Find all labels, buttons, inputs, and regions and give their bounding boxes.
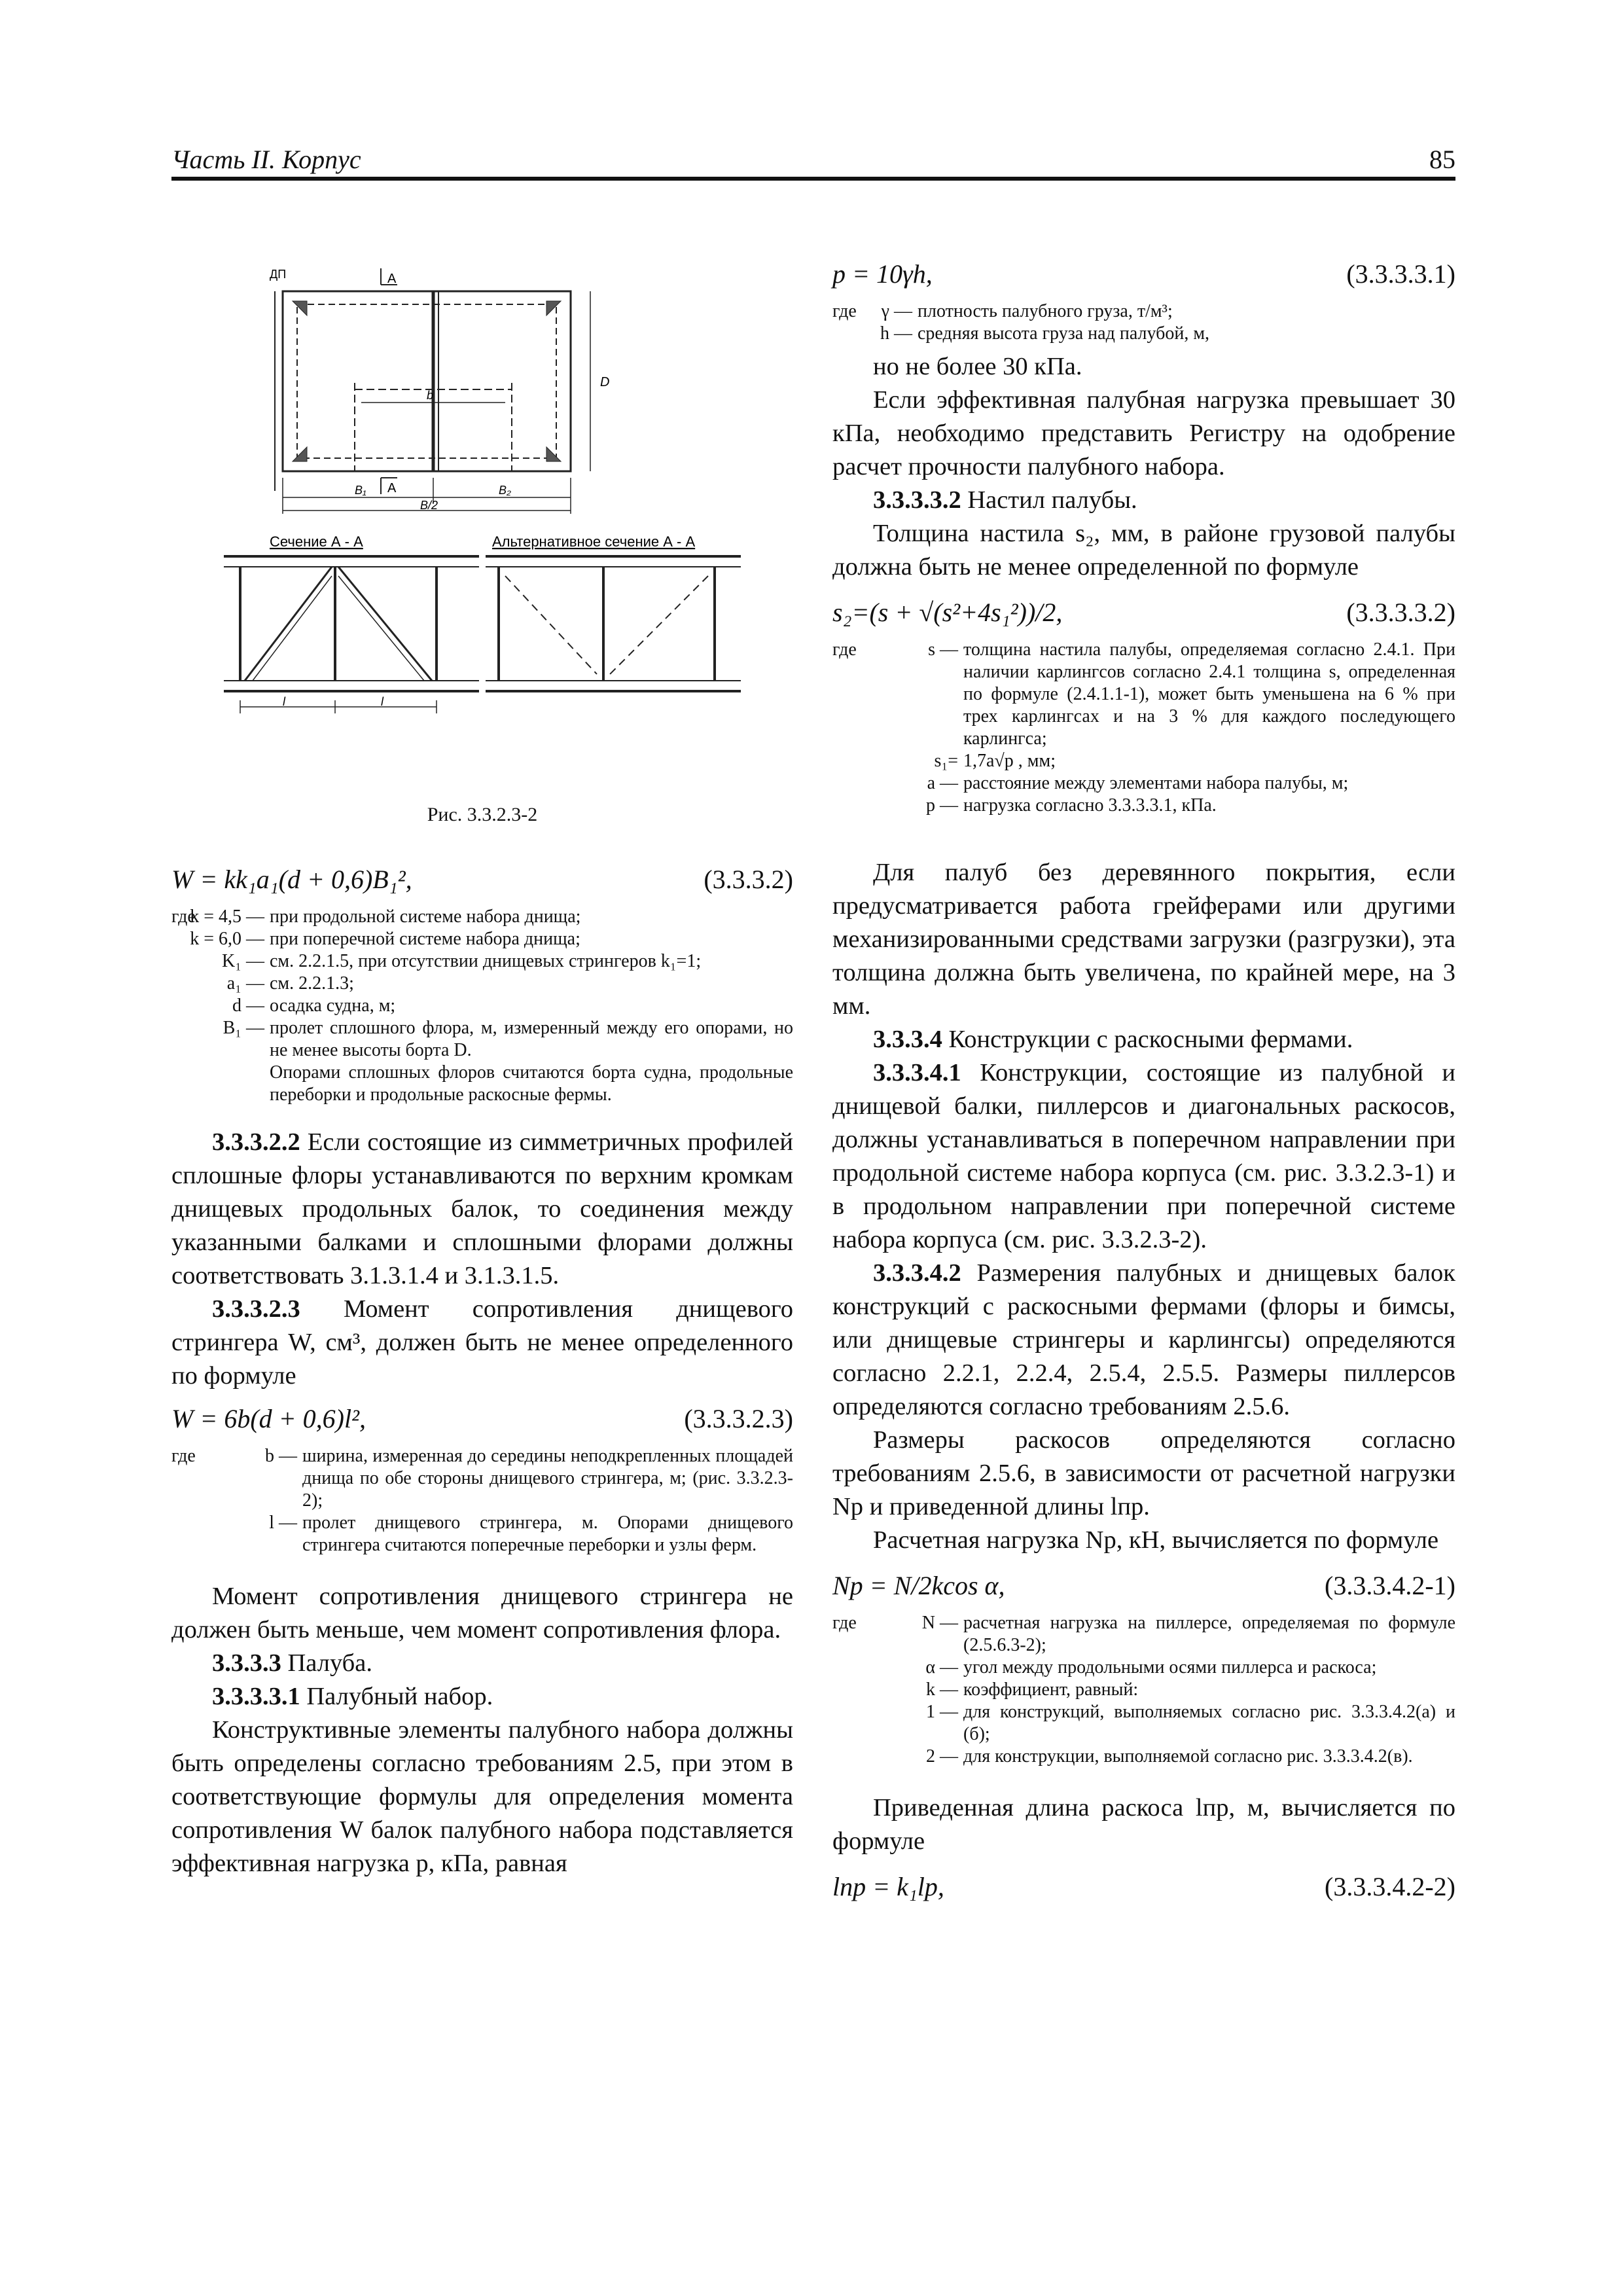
paragraph-raskos: Размеры раскосов определяются согласно требованиям 2.5.6, в зависимости от расчетной нагрузки Nр и приведенной длины lпр. [832,1426,1455,1520]
definitions-3-3-3-4-2-1 [832,1612,1455,1768]
paragraph-3-3-3-3-1: 3.3.3.3.1 Палубный набор. [212,1683,493,1710]
label-a-top: А [387,272,397,286]
definitions-3-3-3-3-2 [832,639,1455,817]
paragraph-konstr: Конструктивные элементы палубного набора должны быть определены согласно требованиям 2.5, при этом в соответствующие формулы для определения момента сопротивления W балок палубного набора подставляется эффективная нагрузка p, кПа, равная [171,1716,793,1877]
definition: B₁ — пролет сплошного флора, м, измеренный между его опорами, но не менее высоты борта D. [223,1018,793,1060]
figure-drawing [171,255,793,798]
definition: Опорами сплошных флоров считаются борта судна, продольные переборки и продольные раскосные фермы. [270,1062,793,1105]
where-label: где [832,1613,857,1633]
equation-number: (3.3.3.3.1) [1346,259,1455,289]
where-label: где [832,639,857,660]
label-b1: B₁ [355,484,366,497]
right-column [832,252,1455,1910]
paragraph-if: Если эффективная палубная нагрузка превышает 30 кПа, необходимо представить Регистру на одобрение расчет прочности палубного набора. [832,386,1455,480]
label-dp: ДП [270,268,287,281]
equation-3-3-3-2-3 [171,1397,793,1443]
paragraph-3-3-3-4-1: 3.3.3.4.1 Конструкции, состоящие из палубной и днищевой балки, пиллерсов и диагональных раскосов, должны устанавливаться в поперечном направлении при продольной системе набора корпуса (см. рис. 3.3.2.3-1) и в продольном направлении при поперечной системе набора корпуса (см. рис. 3.3.2.3-2). [832,1059,1456,1253]
formula: Nр = N/2kcos α, [832,1571,1005,1600]
paragraph-3-3-3-2-2: 3.3.3.2.2 Если состоящие из симметричных профилей сплошные флоры устанавливаются по верхним кромкам днищевых продольных балок, то соединения между указанными балками и сплошными флорами должны соответствовать 3.1.3.1.4 и 3.1.3.1.5. [171,1128,793,1289]
section-title: Сечение А - А [270,533,363,550]
where-label: где [171,1446,196,1466]
definition: b — ширина, измеренная до середины неподкрепленных площадей днища по обе стороны днищевого стрингера, м; (рис. 3.3.2.3-2); [265,1446,793,1511]
formula: W = 6b(d + 0,6)l², [171,1404,366,1433]
left-column [171,249,793,1880]
equation-3-3-3-4-2-1 [832,1564,1455,1609]
formula: s₂=(s + √(s²+4s₁²))/2, [832,598,1063,627]
definition: 1 — для конструкций, выполняемых согласно рис. 3.3.3.4.2(а) и (б); [926,1702,1455,1744]
paragraph-lpr: Приведенная длина раскоса lпр, м, вычисляется по формуле [832,1794,1455,1855]
formula: W = kk₁a₁(d + 0,6)B₁², [171,865,412,894]
paragraph-3-3-3-3: 3.3.3.3 Палуба. [212,1649,372,1677]
header-rule [171,177,1455,181]
paragraph-3-3-3-4-2: 3.3.3.4.2 Размерения палубных и днищевых балок конструкций с раскосными фермами (флоры и бимсы, или днищевые стрингеры и карлингсы) определяются согласно 2.2.1, 2.2.4, 2.5.4, 2.5.5. Размеры пиллерсов определяются согласно требованиям 2.5.6. [832,1259,1456,1420]
paragraph-no-more: но не более 30 кПа. [873,353,1082,380]
equation-number: (3.3.3.4.2-1) [1325,1571,1455,1600]
paragraph-3-3-3-3-2: 3.3.3.3.2 Настил палубы. [873,486,1137,514]
where-label: где [832,301,857,321]
definition: k = 4,5 — при продольной системе набора днища; [190,906,581,927]
paragraph-3-3-3-4: 3.3.3.4 Конструкции с раскосными фермами. [873,1026,1353,1053]
definition: α — угол между продольными осями пиллерса и раскоса; [925,1657,1377,1677]
definition: N — расчетная нагрузка на пиллерсе, определяемая по формуле (2.5.6.3-2); [921,1613,1455,1655]
label-b-half: B/2 [420,499,438,512]
definition: l — пролет днищевого стрингера, м. Опорами днищевого стрингера считаются поперечные переборки и узлы ферм. [269,1513,793,1555]
equation-number: (3.3.3.3.2) [1346,598,1455,627]
definitions-3-3-3-2-3 [171,1445,793,1556]
paragraph-moment: Момент сопротивления днищевого стрингера не должен быть меньше, чем момент сопротивления флора. [171,1583,793,1643]
label-l-1: l [283,695,285,708]
label-b: b [427,389,434,402]
equation-number: (3.3.3.2.3) [684,1404,793,1433]
definition: a — расстояние между элементами набора палубы, м; [927,773,1349,793]
definitions-3-3-3-3-1 [832,300,1455,345]
definition: h — средняя высота груза над палубой, м, [880,323,1210,344]
equation-3-3-3-3-1 [832,252,1455,298]
figure-caption: Рис. 3.3.2.3-2 [427,804,538,825]
definition: s₁= 1,7a√p , мм; [934,751,1056,771]
formula: lпр = k₁lр, [832,1872,944,1901]
page-header [171,144,1455,181]
definition: a₁ — см. 2.2.1.3; [226,973,354,994]
page-number: 85 [1429,145,1455,174]
paragraph-3-3-3-2-3: 3.3.3.2.3 Момент сопротивления днищевого стрингера W, см³, должен быть не менее определенного по формуле [171,1295,793,1390]
definition: d — осадка судна, м; [232,996,396,1016]
label-a-bottom: А [387,481,397,495]
equation-3-3-3-3-2 [832,590,1455,636]
label-l-2: l [381,695,383,708]
equation-3-3-3-2 [171,857,793,903]
paragraph-np: Расчетная нагрузка Nр, кН, вычисляется по формуле [873,1526,1439,1554]
paragraph-thick: Толщина настила s₂, мм, в районе грузовой палубы должна быть не менее определенной по формуле [832,520,1455,581]
equation-number: (3.3.3.4.2-2) [1325,1872,1455,1901]
definition: k = 6,0 — при поперечной системе набора днища; [190,929,580,949]
label-b2: B₂ [499,484,511,497]
label-d: D [600,375,610,389]
definition: s — толщина настила палубы, определяемая согласно 2.4.1. При наличии карлингсов согласно 2.4.1 толщина s, определенная по формуле (2.4.1.1-1), может быть уменьшена на 6 % при трех карлингсах и на 3 % для каждого последующего карлингса; [928,639,1455,749]
formula: p = 10γh, [832,259,933,289]
definition: K₁ — см. 2.2.1.5, при отсутствии днищевых стрингеров k₁=1; [222,951,702,971]
where-label: где [171,906,196,927]
definition: k — коэффициент, равный: [926,1679,1139,1700]
figure-3-3-2-3-2 [171,255,793,825]
definition: p — нагрузка согласно 3.3.3.3.1, кПа. [926,795,1217,816]
equation-3-3-3-4-2-2 [832,1865,1455,1910]
running-title: Часть II. Корпус [171,145,361,174]
definitions-3-3-3-2 [171,906,793,1106]
alt-section-title: Альтернативное сечение А - А [492,533,696,550]
paragraph-decks: Для палуб без деревянного покрытия, если предусматривается работа грейферами или другими механизированными средствами загрузки (разгрузки), эта толщина должна быть увеличена, по крайней мере, на 3 мм. [832,859,1455,1020]
equation-number: (3.3.3.2) [704,865,793,894]
definition: γ — плотность палубного груза, т/м³; [881,301,1173,321]
definition: 2 — для конструкции, выполняемой согласно рис. 3.3.3.4.2(в). [926,1746,1413,1767]
